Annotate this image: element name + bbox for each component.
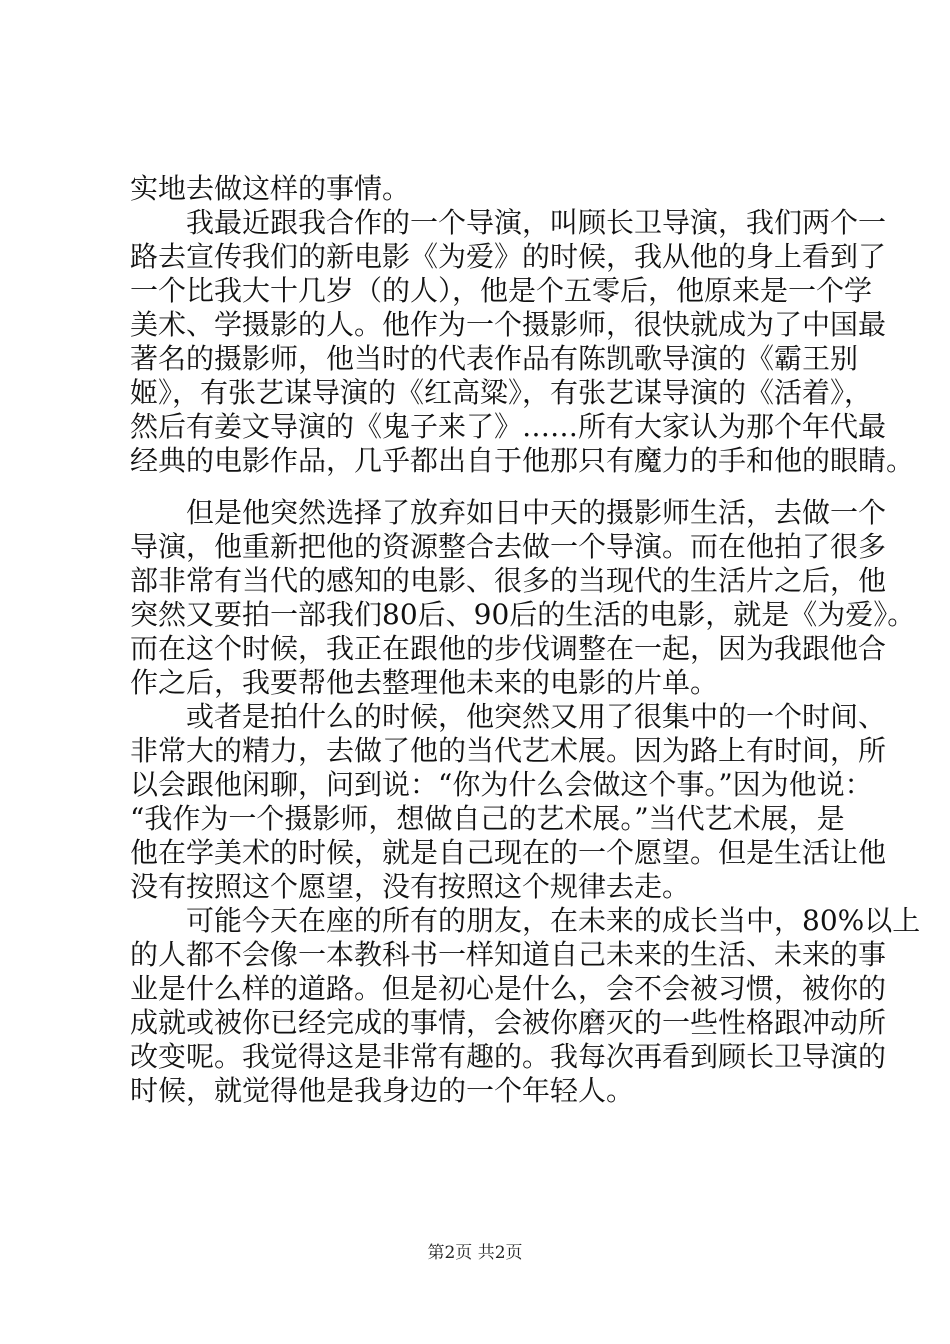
text-line: 美术、学摄影的人。他作为一个摄影师，很快就成为了中国最 — [130, 308, 887, 341]
text-line: 导演，他重新把他的资源整合去做一个导演。而在他拍了很多 — [130, 530, 887, 563]
text-line: 改变呢。我觉得这是非常有趣的。我每次再看到顾长卫导演的 — [130, 1040, 887, 1073]
text-line: 或者是拍什么的时候，他突然又用了很集中的一个时间、 — [130, 700, 887, 733]
text-line: 非常大的精力，去做了他的当代艺术展。因为路上有时间，所 — [130, 734, 887, 767]
text-line: 然后有姜文导演的《鬼子来了》……所有大家认为那个年代最 — [130, 410, 887, 443]
text-line: 以会跟他闲聊，问到说：“你为什么会做这个事。”因为他说： — [130, 768, 873, 801]
text-line: 作之后，我要帮他去整理他未来的电影的片单。 — [130, 666, 719, 699]
text-line: 而在这个时候，我正在跟他的步伐调整在一起，因为我跟他合 — [130, 632, 887, 665]
text-line: 姬》，有张艺谋导演的《红高粱》，有张艺谋导演的《活着》， — [130, 376, 873, 409]
text-line: 路去宣传我们的新电影《为爱》的时候，我从他的身上看到了 — [130, 240, 887, 273]
text-line: 的人都不会像一本教科书一样知道自己未来的生活、未来的事 — [130, 938, 887, 971]
text-line: 突然又要拍一部我们80后、90后的生活的电影，就是《为爱》。 — [130, 598, 916, 631]
text-line: 经典的电影作品，几乎都出自于他那只有魔力的手和他的眼睛。 — [130, 444, 915, 477]
text-line: 但是他突然选择了放弃如日中天的摄影师生活，去做一个 — [130, 496, 887, 529]
text-line: 时候，就觉得他是我身边的一个年轻人。 — [130, 1074, 635, 1107]
text-line: 业是什么样的道路。但是初心是什么，会不会被习惯，被你的 — [130, 972, 887, 1005]
text-line: 可能今天在座的所有的朋友，在未来的成长当中，80%以上 — [130, 904, 921, 937]
text-line: 著名的摄影师，他当时的代表作品有陈凯歌导演的《霸王别 — [130, 342, 859, 375]
text-line: 他在学美术的时候，就是自己现在的一个愿望。但是生活让他 — [130, 836, 887, 869]
text-line: 我最近跟我合作的一个导演，叫顾长卫导演，我们两个一 — [130, 206, 887, 239]
text-line: 成就或被你已经完成的事情，会被你磨灭的一些性格跟冲动所 — [130, 1006, 887, 1039]
text-line: 实地去做这样的事情。 — [130, 172, 411, 205]
page-footer: 第2页 共2页 — [427, 1243, 523, 1263]
text-line: 没有按照这个愿望，没有按照这个规律去走。 — [130, 870, 691, 903]
text-line: “我作为一个摄影师，想做自己的艺术展。”当代艺术展，是 — [130, 802, 845, 835]
text-line: 一个比我大十几岁（的人），他是个五零后，他原来是一个学 — [130, 274, 873, 307]
text-line: 部非常有当代的感知的电影、很多的当现代的生活片之后，他 — [130, 564, 887, 597]
